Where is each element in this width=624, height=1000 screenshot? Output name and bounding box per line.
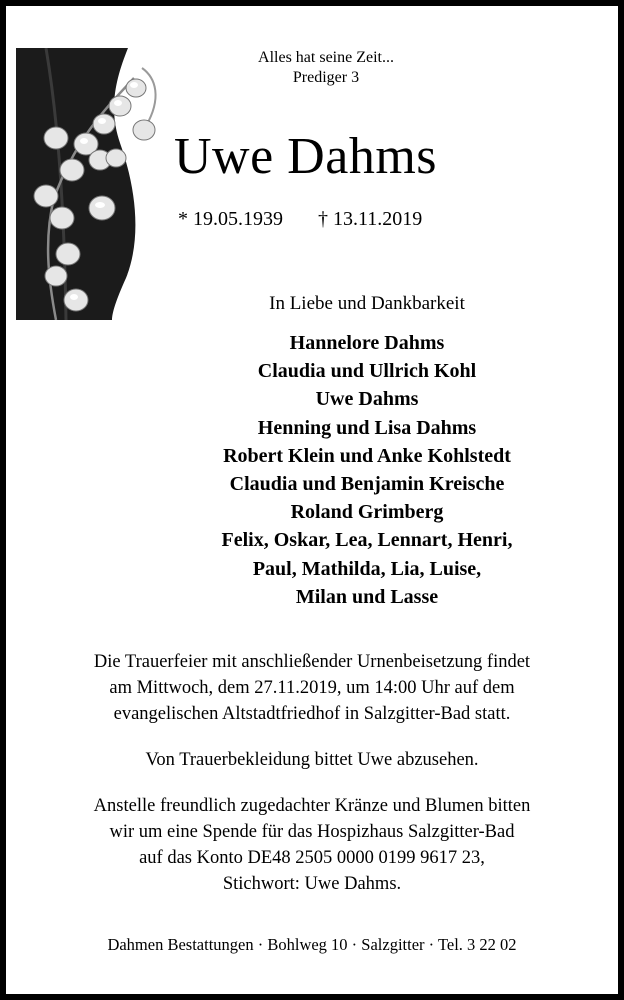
mourners-list <box>6 329 618 611</box>
motto-quote: Alles hat seine Zeit... <box>258 49 394 66</box>
motto <box>176 48 476 88</box>
motto-source: Prediger 3 <box>292 69 360 86</box>
mourner-entry: Robert Klein und Anke Kohlstedt <box>223 444 511 467</box>
donation-request <box>6 793 618 897</box>
donation-line: wir um eine Spende für das Hospizhaus Salzgitter-Bad <box>109 822 515 842</box>
deceased-name: Uwe Dahms <box>174 128 438 185</box>
donation-line: Anstelle freundlich zugedachter Kränze und Blumen bitten <box>93 796 531 816</box>
mourner-entry: Uwe Dahms <box>315 388 419 411</box>
lily-of-the-valley-image <box>16 48 168 320</box>
mourner-entry: Hannelore Dahms <box>289 332 445 354</box>
mourner-entry: Claudia und Benjamin Kreische <box>229 473 505 496</box>
ceremony-line: evangelischen Altstadtfriedhof in Salzgitter-Bad statt. <box>113 704 511 724</box>
ceremony-details <box>6 649 618 727</box>
donation-line: Stichwort: Uwe Dahms. <box>222 874 402 894</box>
death-date: † 13.11.2019 <box>318 208 423 230</box>
life-dates <box>178 206 422 232</box>
mourner-entry: Felix, Oskar, Lea, Lennart, Henri, <box>221 529 513 552</box>
mourner-entry: Henning und Lisa Dahms <box>257 416 477 439</box>
mourner-entry: Milan und Lasse <box>295 585 439 608</box>
ceremony-line: Die Trauerfeier mit anschließender Urnenbeisetzung findet <box>93 652 531 672</box>
mourner-entry: Claudia und Ullrich Kohl <box>257 360 477 383</box>
gratitude-line: In Liebe und Dankbarkeit <box>269 293 465 314</box>
mourning-attire-note: Von Trauerbekleidung bittet Uwe abzusehen. <box>145 750 479 770</box>
donation-line: auf das Konto DE48 2505 0000 0199 9617 23, <box>139 848 485 868</box>
funeral-home-footer: Dahmen Bestattungen · Bohlweg 10 · Salzgitter · Tel. 3 22 02 <box>107 935 517 954</box>
mourner-entry: Roland Grimberg <box>290 501 444 524</box>
ceremony-line: am Mittwoch, dem 27.11.2019, um 14:00 Uhr auf dem <box>109 678 515 698</box>
birth-date: * 19.05.1939 <box>178 208 283 230</box>
mourner-entry: Paul, Mathilda, Lia, Luise, <box>252 557 482 580</box>
